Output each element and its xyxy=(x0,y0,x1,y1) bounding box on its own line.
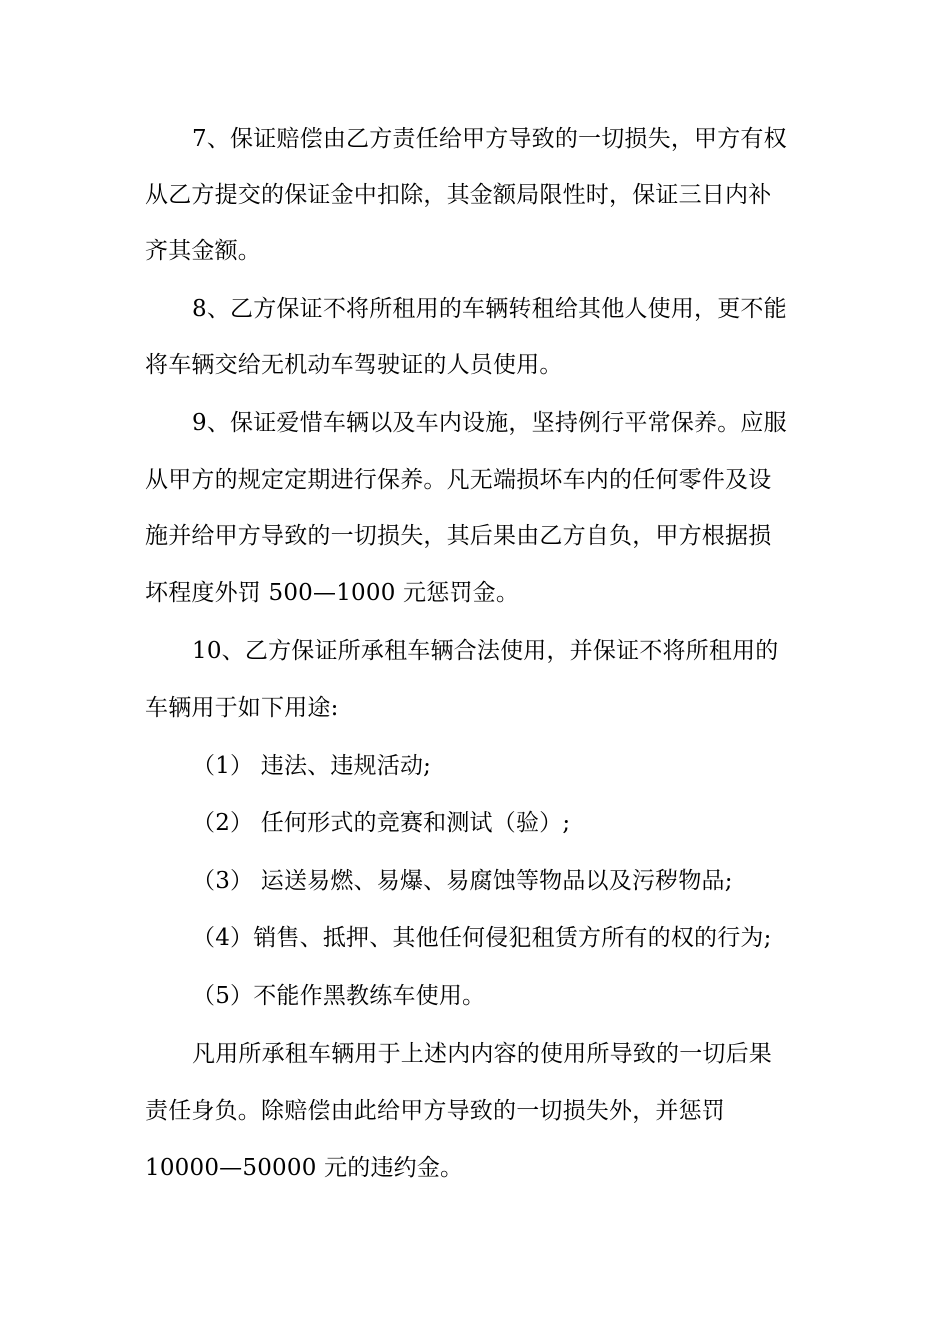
list-item: （3） 运送易燃、易爆、易腐蚀等物品以及污秽物品; xyxy=(192,868,733,894)
clause-7-line-3: 齐其金额。 xyxy=(145,238,261,264)
clause-9-line-3: 施并给甲方导致的一切损失，其后果由乙方自负，甲方根据损 xyxy=(145,523,772,549)
list-item: （5）不能作黑教练车使用。 xyxy=(192,983,486,1009)
clause-7-line-1: 7、保证赔偿由乙方责任给甲方导致的一切损失，甲方有权 xyxy=(192,126,787,152)
clause-8-line-1: 8、乙方保证不将所租用的车辆转租给其他人使用，更不能 xyxy=(192,296,787,322)
clause-9-line-4: 坏程度外罚 500—1000 元惩罚金。 xyxy=(145,580,520,606)
clause-9-line-1: 9、保证爱惜车辆以及车内设施，坚持例行平常保养。应服 xyxy=(192,410,787,436)
list-item: （1） 违法、违规活动; xyxy=(192,753,432,779)
clause-7-line-2: 从乙方提交的保证金中扣除，其金额局限性时，保证三日内补 xyxy=(145,182,772,208)
closing-line-3: 10000—50000 元的违约金。 xyxy=(145,1155,464,1181)
list-item: （2） 任何形式的竞赛和测试（验）; xyxy=(192,810,571,836)
clause-8-line-2: 将车辆交给无机动车驾驶证的人员使用。 xyxy=(145,352,563,378)
list-item: （4）销售、抵押、其他任何侵犯租赁方所有的权的行为; xyxy=(192,925,772,951)
clause-9-line-2: 从甲方的规定定期进行保养。凡无端损坏车内的任何零件及设 xyxy=(145,467,772,493)
clause-10-line-2: 车辆用于如下用途: xyxy=(145,695,339,721)
closing-line-1: 凡用所承租车辆用于上述内内容的使用所导致的一切后果 xyxy=(192,1041,772,1067)
clause-10-line-1: 10、乙方保证所承租车辆合法使用，并保证不将所租用的 xyxy=(192,638,779,664)
closing-line-2: 责任身负。除赔偿由此给甲方导致的一切损失外，并惩罚 xyxy=(145,1098,725,1124)
